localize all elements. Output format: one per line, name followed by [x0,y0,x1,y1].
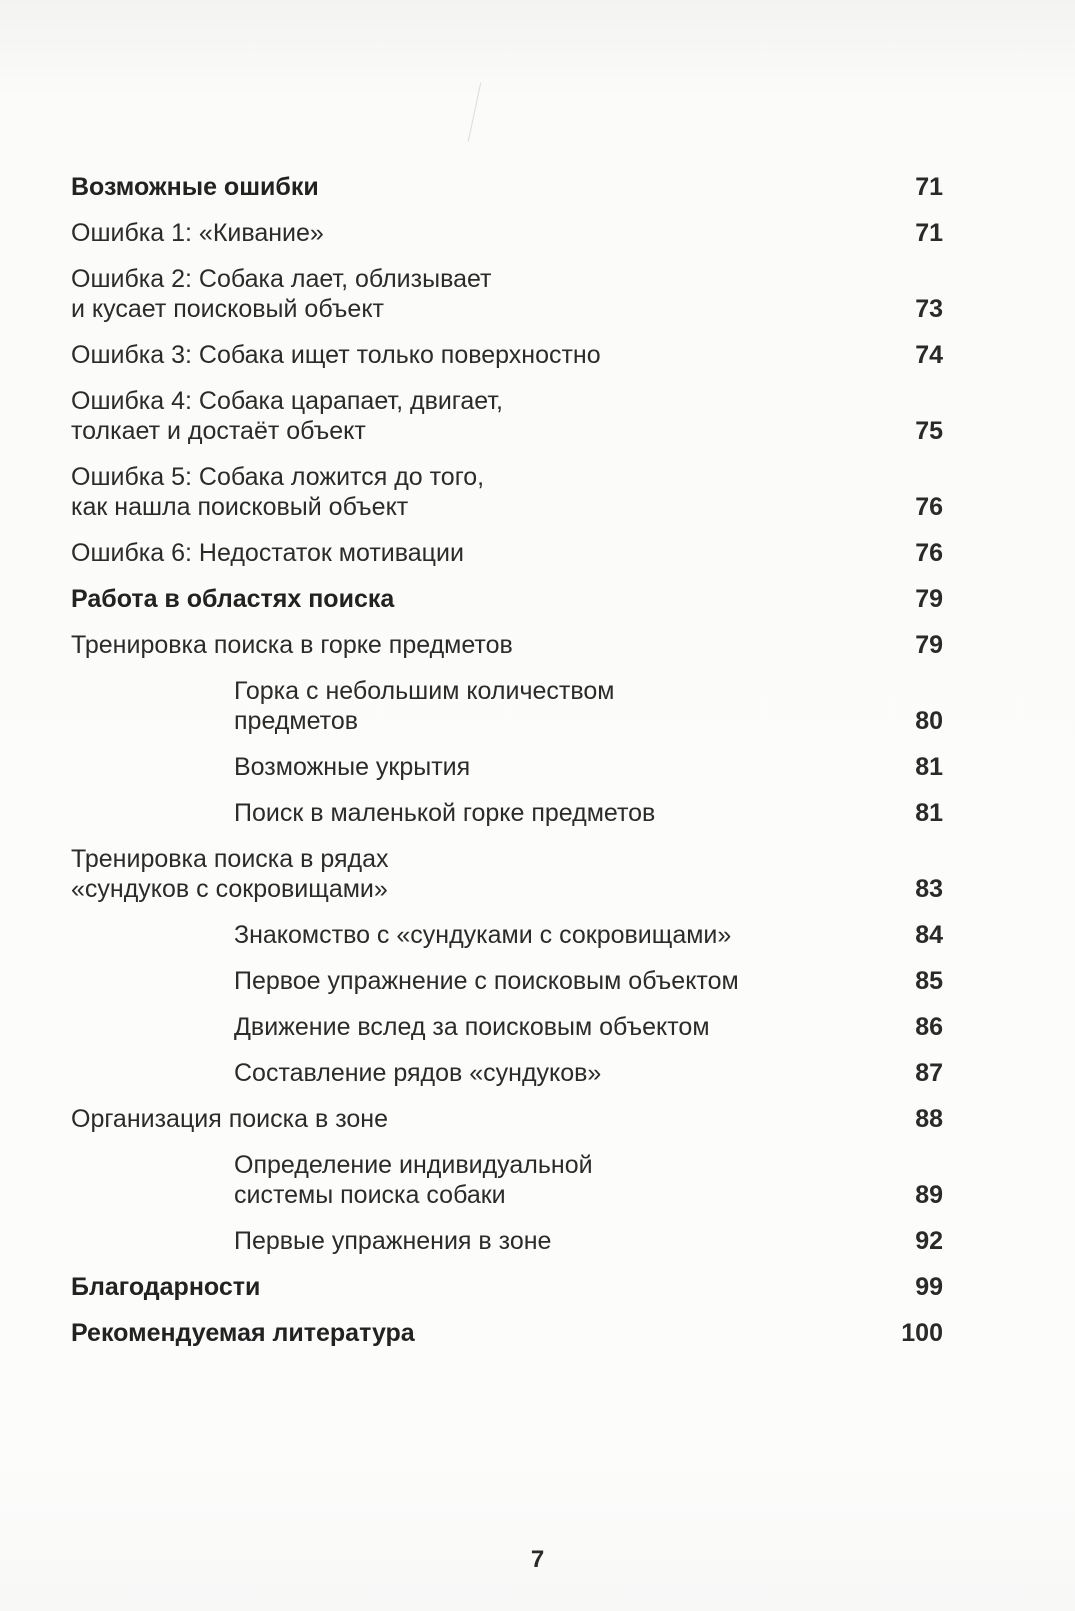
toc-subsection-entry [71,798,943,828]
toc-entry-page-number: 71 [915,173,943,201]
toc-entry-title: Ошибка 4: Собака царапает, двигает, толкает и достаёт объект [71,387,503,445]
toc-entry-page-number: 87 [915,1059,943,1087]
toc-entry-page-number: 81 [915,753,943,781]
toc-chapter-entry [71,538,943,568]
toc-entry-title: Тренировка поиска в рядах «сундуков с сокровищами» [71,845,389,903]
toc-entry-title: Организация поиска в зоне [71,1105,388,1133]
toc-chapter-entry [71,386,943,446]
toc-entry-title: Горка с небольшим количеством предметов [234,677,615,735]
toc-entry-page-number: 81 [915,799,943,827]
toc-section-entry [71,1272,943,1302]
toc-entry-page-number: 79 [915,631,943,659]
toc-entry-page-number: 71 [915,219,943,247]
toc-entry-page-number: 76 [915,539,943,567]
toc-entry-title: Ошибка 6: Недостаток мотивации [71,539,464,567]
toc-subsection-entry [71,676,943,736]
toc-section-entry [71,584,943,614]
toc-entry-title: Составление рядов «сундуков» [234,1059,602,1087]
toc-entry-page-number: 83 [915,875,943,903]
page-number: 7 [530,1546,545,1573]
toc-subsection-entry [71,1150,943,1210]
toc-chapter-entry [71,462,943,522]
toc-entry-title: Ошибка 3: Собака ищет только поверхностно [71,341,601,369]
toc-subsection-entry [71,1226,943,1256]
toc-entry-title: Тренировка поиска в горке предметов [71,631,513,659]
toc-entry-title: Первое упражнение с поисковым объектом [234,967,739,995]
toc-entry-page-number: 74 [915,341,943,369]
toc-entry-title: Благодарности [71,1273,261,1301]
toc-entry-page-number: 84 [915,921,943,949]
toc-entry-page-number: 80 [915,707,943,735]
toc-entry-page-number: 92 [915,1227,943,1255]
toc-chapter-entry [71,340,943,370]
toc-entry-title: Ошибка 1: «Кивание» [71,219,324,247]
toc-chapter-entry [71,264,943,324]
toc-entry-page-number: 76 [915,493,943,521]
toc-section-entry [71,1318,943,1348]
toc-entry-page-number: 73 [915,295,943,323]
toc-entry-page-number: 86 [915,1013,943,1041]
toc-entry-title: Работа в областях поиска [71,585,395,613]
toc-subsection-entry [71,920,943,950]
toc-entry-title: Ошибка 5: Собака ложится до того, как нашла поисковый объект [71,463,485,521]
toc-entry-title: Первые упражнения в зоне [234,1227,552,1255]
toc-entry-page-number: 88 [915,1105,943,1133]
toc-chapter-entry [71,218,943,248]
toc-entry-page-number: 85 [915,967,943,995]
toc-entry-page-number: 75 [915,417,943,445]
toc-entry-page-number: 100 [901,1319,943,1347]
toc-entry-title: Знакомство с «сундуками с сокровищами» [234,921,732,949]
toc-chapter-entry [71,630,943,660]
toc-entry-title: Движение вслед за поисковым объектом [234,1013,710,1041]
toc-entry-page-number: 99 [915,1273,943,1301]
toc-entry-title: Рекомендуемая литература [71,1319,415,1347]
toc-subsection-entry [71,1012,943,1042]
toc-entry-title: Ошибка 2: Собака лает, облизывает и кусает поисковый объект [71,265,492,323]
toc-chapter-entry [71,1104,943,1134]
toc-subsection-entry [71,752,943,782]
toc-subsection-entry [71,966,943,996]
toc-section-entry [71,172,943,202]
toc-entry-page-number: 79 [915,585,943,613]
table-of-contents [71,172,943,1364]
toc-entry-title: Поиск в маленькой горке предметов [234,799,656,827]
toc-entry-title: Возможные укрытия [234,753,471,781]
toc-entry-page-number: 89 [915,1181,943,1209]
toc-chapter-entry [71,844,943,904]
toc-entry-title: Определение индивидуальной системы поиска собаки [234,1151,593,1209]
toc-subsection-entry [71,1058,943,1088]
paper-scratch-mark [468,83,481,142]
toc-entry-title: Возможные ошибки [71,173,319,201]
